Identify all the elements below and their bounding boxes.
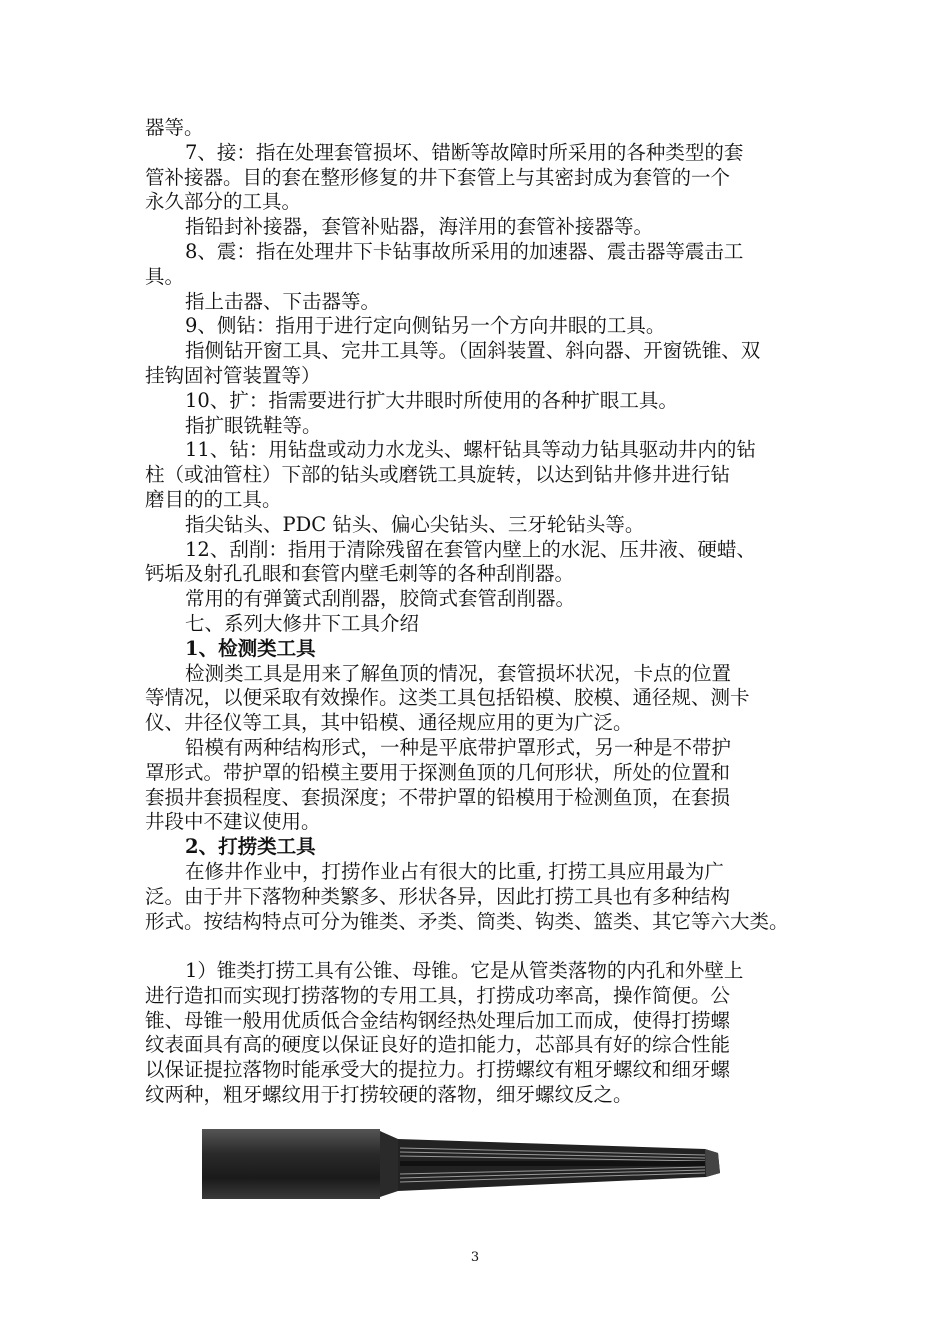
text-line: 1）锥类打捞工具有公锥、母锥。它是从管类落物的内孔和外壁上	[185, 959, 744, 983]
text-line: 柱（或油管柱）下部的钻头或磨铣工具旋转，以达到钻井修井进行钻	[145, 463, 731, 487]
paragraph	[145, 389, 805, 414]
section-heading	[145, 637, 805, 662]
text-line: 套损井套损程度、套损深度；不带护罩的铅模用于检测鱼顶，在套损	[145, 785, 731, 809]
blank-line	[145, 934, 805, 959]
text-line: 8、震：指在处理井下卡钻事故所采用的加速器、震击器等震击工	[185, 239, 744, 263]
tap-tool-image	[200, 1125, 725, 1203]
text-line: 罩形式。带护罩的铅模主要用于探测鱼顶的几何形状，所处的位置和	[145, 760, 731, 784]
text-line: 仪、井径仪等工具，其中铅模、通径规应用的更为广泛。	[145, 711, 633, 735]
text-line: 泛。由于井下落物种类繁多、形状各异，因此打捞工具也有多种结构	[145, 884, 731, 908]
text-line: 常用的有弹簧式刮削器，胶筒式套管刮削器。	[185, 587, 576, 611]
text-line: 指尖钻头、PDC 钻头、偏心尖钻头、三牙轮钻头等。	[185, 512, 645, 536]
paragraph	[145, 959, 805, 1108]
text-line: 铅模有两种结构形式，一种是平底带护罩形式，另一种是不带护	[185, 735, 732, 759]
text-line: 检测类工具是用来了解鱼顶的情况，套管损坏状况，卡点的位置	[185, 661, 732, 685]
paragraph	[145, 240, 805, 290]
text-line: 七、系列大修井下工具介绍	[185, 611, 420, 635]
text-line: 锥、母锥一般用优质低合金结构钢经热处理后加工而成，使得打捞螺	[145, 1008, 731, 1032]
text-line: 等情况，以便采取有效操作。这类工具包括铅模、胶模、通径规、测卡	[145, 686, 750, 710]
text-line: 9、侧钻：指用于进行定向侧钻另一个方向井眼的工具。	[185, 314, 666, 338]
paragraph	[145, 538, 805, 588]
text-line: 形式。按结构特点可分为锥类、矛类、筒类、钩类、篮类、其它等六大类。	[145, 909, 789, 933]
text-line: 12、刮削：指用于清除残留在套管内壁上的水泥、压井液、硬蜡、	[185, 537, 756, 561]
paragraph	[145, 860, 805, 934]
text-line: 指侧钻开窗工具、完井工具等。（固斜装置、斜向器、开窗铣锥、双	[185, 339, 761, 363]
paragraph	[145, 339, 805, 389]
page-number: 3	[470, 1250, 480, 1265]
paragraph	[145, 116, 805, 141]
paragraph	[145, 314, 805, 339]
paragraph	[145, 662, 805, 736]
text-line: 钙垢及射孔孔眼和套管内壁毛刺等的各种刮削器。	[145, 562, 575, 586]
document-body	[145, 116, 805, 1108]
text-line: 纹表面具有高的硬度以保证良好的造扣能力，芯部具有好的综合性能	[145, 1033, 731, 1057]
text-line: 挂钩固衬管装置等）	[145, 363, 321, 387]
text-line: 进行造扣而实现打捞落物的专用工具，打捞成功率高，操作简便。公	[145, 983, 731, 1007]
paragraph	[145, 513, 805, 538]
text-line: 具。	[145, 264, 185, 288]
text-line: 10、扩：指需要进行扩大井眼时所使用的各种扩眼工具。	[185, 388, 678, 412]
paragraph	[145, 587, 805, 612]
text-line: 2、打捞类工具	[185, 835, 316, 859]
text-line: 1、检测类工具	[185, 636, 316, 660]
text-line: 纹两种，粗牙螺纹用于打捞较硬的落物，细牙螺纹反之。	[145, 1083, 633, 1107]
text-line: 永久部分的工具。	[145, 190, 302, 214]
text-line: 磨目的的工具。	[145, 487, 282, 511]
paragraph	[145, 438, 805, 512]
text-line: 指铅封补接器，套管补贴器，海洋用的套管补接器等。	[185, 215, 654, 239]
paragraph	[145, 414, 805, 439]
text-line: 7、接：指在处理套管损坏、错断等故障时所采用的各种类型的套	[185, 140, 744, 164]
text-line: 在修井作业中，打捞作业占有很大的比重, 打捞工具应用最为广	[185, 859, 724, 883]
paragraph	[145, 290, 805, 315]
text-line: 指扩眼铣鞋等。	[185, 413, 322, 437]
text-line: 11、钻：用钻盘或动力水龙头、螺杆钻具等动力钻具驱动井内的钻	[185, 438, 756, 462]
paragraph	[145, 141, 805, 215]
section-heading	[145, 835, 805, 860]
text-line: 管补接器。目的套在整形修复的井下套管上与其密封成为套管的一个	[145, 165, 731, 189]
text-line: 以保证提拉落物时能承受大的提拉力。打捞螺纹有粗牙螺纹和细牙螺	[145, 1058, 731, 1082]
text-line: 井段中不建议使用。	[145, 810, 321, 834]
paragraph	[145, 736, 805, 835]
text-line: 器等。	[145, 116, 204, 139]
paragraph	[145, 612, 805, 637]
paragraph	[145, 215, 805, 240]
text-line: 指上击器、下击器等。	[185, 289, 381, 313]
